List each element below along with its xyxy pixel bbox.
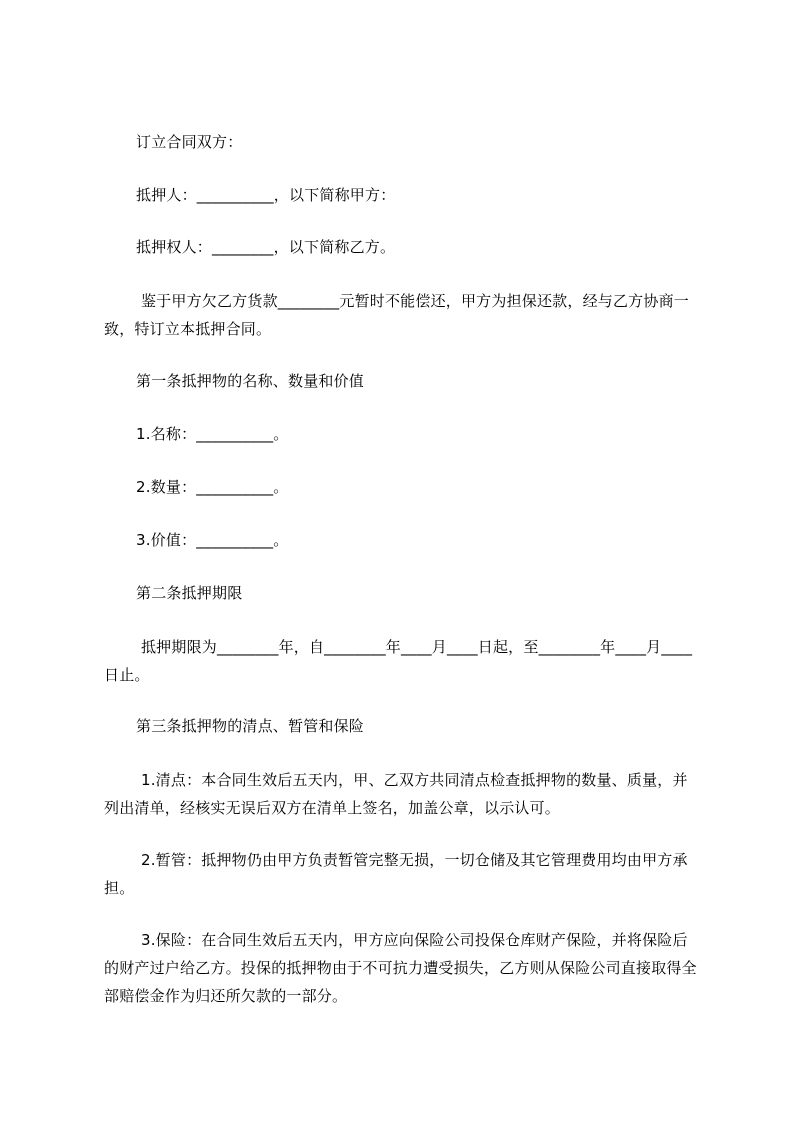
pledgor-line: 抵押人：__________，以下简称甲方：	[136, 186, 396, 204]
article-1-title: 第一条抵押物的名称、数量和价值	[136, 372, 365, 390]
article-2-title: 第二条抵押期限	[136, 584, 243, 602]
article-3-title: 第三条抵押物的清点、暂管和保险	[136, 717, 365, 735]
parties-heading: 订立合同双方：	[136, 133, 243, 151]
article-3-item-custody: 2.暂管：抵押物仍由甲方负责暂管完整无损，一切仓储及其它管理费用均由甲方承担。	[104, 851, 688, 897]
article-3-item-insurance: 3.保险：在合同生效后五天内，甲方应向保险公司投保仓库财产保险，并将保险后的财产过户给乙方。投保的抵押物由于不可抗力遭受损失，乙方则从保险公司直接取得全部赔偿金作为归还所欠款的一部分。	[104, 931, 697, 1005]
article-1-item-value: 3.价值：__________。	[136, 531, 289, 549]
article-1-item-name: 1.名称：__________。	[136, 425, 289, 443]
article-3-item-inventory: 1.清点：本合同生效后五天内，甲、乙双方共同清点检查抵押物的数量、质量，并列出清单，经核实无误后双方在清单上签名，加盖公章，以示认可。	[104, 771, 688, 817]
article-1-item-quantity: 2.数量：__________。	[136, 478, 289, 496]
article-2-body: 抵押期限为________年，自________年____月____日起，至________年____月____日止。	[104, 638, 693, 684]
pledgee-line: 抵押权人：________，以下简称乙方。	[136, 238, 396, 256]
preamble-paragraph: 鉴于甲方欠乙方货款________元暂时不能偿还，甲方为担保还款，经与乙方协商一致，特订立本抵押合同。	[104, 292, 689, 338]
